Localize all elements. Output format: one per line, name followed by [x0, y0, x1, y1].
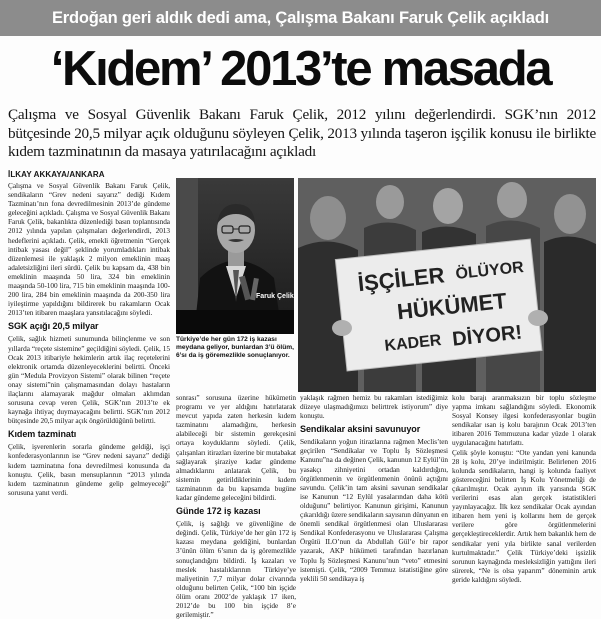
col2-heading-kaza: Günde 172 iş kazası [176, 506, 261, 517]
col2-body-2: Çelik, iş sağlığı ve güvenliğine de değindi. Çelik, Türkiye’de her gün 172 iş kazası meydana geldiğini, bunlardan 3’ünün ölüm 6’sının da iş göremezlikle sonuçlandığını bildirdi. İş kazaları ve meslek hastalıklarının Türkiye’ye maliyetinin 7,7 milyar dolar civarında olduğunu belirten Çelik, “100 bin işçide ölüm oranı 2002’de yaklaşık 17 iken, 2012’de bu 100 bin işçide 8’e gerilemiştir.” [176, 519, 296, 619]
byline: İLKAY AKKAYA/ANKARA [8, 170, 105, 179]
col1-body-2: Çelik, işverenlerin sorarla gündeme geldiği, işçi konfederasyonlarının ise “Grev nedeni sayarız” dediği kıdem tazminatına fona devredilmesi konusunda da konuştu. Çelik, basın mensuplarının “2013 yılında kıdem tazminatının gündeme gelip gelmeyeceği” sorusuna yanıt verdi. [8, 442, 170, 497]
sign-text-isciler: İŞÇİLER [356, 262, 446, 297]
col1-heading-sgk: SGK açığı 20,5 milyar [8, 321, 99, 332]
minister-photo-graphic [176, 178, 294, 334]
banner-text: Erdoğan geri aldık dedi ama, Çalışma Bakanı Faruk Çelik açıkladı [51, 8, 550, 27]
minister-photo [176, 178, 294, 334]
col1-intro: Çalışma ve Sosyal Güvenlik Bakanı Faruk Çelik, sendikaların “Grev nedeni sayarız” dediği Kıdem Tazminatı’nın fona devredilmesinin 2013’de gündeme geleceğini açıkladı. Çalışma ve Sosyal Güvenlik Bakanı Faruk Çelik, bakanlıkta düzenlediği basın toplantısında 2012 yılında yapılan çalışmaları değerlendirdi, 2013 hedeflerini açıkladı. Çelik, emekli öğretmenin “Gerçek intibak yasası değil” şeklinde yorumladıkları intibak düzenlemesi ile yaklaşık 2 milyon emeklinin maaş adaletsizliğini ileri sürdü. Çelik bu kapsam da, 438 bin emeklinin maaşında 50 lira, 324 bin emeklinin maaşında 50-100 lira, 715 bin emeklinin maaşında 100-200 lira, 284 bin emeklinin maaşında da 200-350 lira iyileştirme yapıldığını bildirerek bu rakamların Ocak 2013’ten itibaren maaşlara yansıtılacağını söyledi. [8, 181, 170, 318]
col3-heading-sendika: Sendikalar aksini savunuyor [300, 424, 421, 435]
sign-text-diyor: DİYOR! [451, 321, 524, 351]
protest-photo [298, 178, 596, 392]
protest-photo-graphic [298, 178, 596, 392]
headline: ‘Kıdem’ 2013’te masada [50, 42, 551, 96]
col3-body-1: yaklaşık rağmen hemiz bu rakamları istediğimiz düzeye ulaşmadığımızı belirttrek istiyorum” diye konuştu. [300, 393, 448, 421]
col4-body-1: kolu barajı aranmaksızın bir toplu sözleşme yapma imkanı sağlandığını söyledi. Ekonomik Sosyal Konsey ilgesi konfederasyonlar bugün sendikalar ısan iş kolu barajının Ocak 2013’ten itibaren 2016 Temmuzuna kadar yüzde 1 olarak uygulanacağını hatırlattı. [452, 393, 596, 448]
sign-text-oluyor: ÖLÜYOR [454, 258, 525, 284]
column-4 [452, 393, 596, 584]
col1-heading-kidem: Kıdem tazminatı [8, 429, 77, 440]
col2-body-1: sonrası” sorusuna üzerine hükümetin programı ve yer aldığını hatırlatarak mevcut yapıda zaten herkesin kıdem tazminatını alamadığını, herkesin alabileceği bir sistemin gerekçesini ortaya koyduklarını söyledi. Çelik, çalışanları itirazları üzerine bir mutabakat sağlayarak şiraziye kadar gündeme almadıklarını anlatarak Çelik, bu sistemin getirildiklerinin kıdem tazminatının da bu kapsamda bugüne kadar gündeme geleceğini bildirdi. [176, 393, 296, 503]
column-3 [300, 393, 448, 583]
photo-name-label: Faruk Çelik [256, 293, 294, 300]
col1-body-1: Çelik, sağlık hizmeti sunumunda bilinçlenme ve son yıllarda “reçete sistemine” geçildiğini söyledi. Çelik, 15 Ocak 2013 itibariyle hekimlerin artık ilaç reçetelerini elektronik ortamda düzenleyeceklerini belirtti. Önceki gün “Medula Provizyon Sistemi” olarak bilinen “reçete onay sistemi”nin çalışmamasından dolayı hastaların ilaçlarını alamayarak mağdur olmaları aklımdan sorusuna cevap veren Çelik, SGK’nın 2013’te ek kaynağa ihtiyaç duymayacağını belirtti. SGK’nın 2012 bütçesinde 20,5 milyar açık öngörüldüğünü belirtti. [8, 334, 170, 426]
col4-body-2: Çelik şöyle konuştu: “Ote yandan yeni kanunda 28 iş kolu, 20’ye indirilmiştir. Belirlenen 2016 kolunda sendikaların, hangi iş kolunda faaliyet göstereceğini belirten İş Kolu Yönetmeliği de çıkarılmıştır. Ocak ayının ilk yarısında SGK verilerini esas alan gerçek istatistikleri yayınlayacağız. İlk kez sendikalar Ocak ayından itibaren hem yeni iş kollarını hem de gerçek verilere göre örgütlenmelerini gerçekleştireceklerdir. Artık hem bakanlık hem de sendikalar yeni yıla birlikte sanal verilerden kurtulmaktadır.” Çelik Türkiye’deki işsizlik sorunun kaynağında mesleksizliğin yattığını ileri sürerek, “Ne is olsa yaparım” döneminin artık geride kaldığını söyledi. [452, 447, 596, 584]
sign-text-kader: KADER [383, 331, 443, 355]
article-deck: Çalışma ve Sosyal Güvenlik Bakanı Faruk Çelik, 2012 yılını değerlendirdi. SGK’nın 2012 bütçesinde 20,5 milyar açık olduğunu söyleyen Çelik, 2013 yılında taşeron işçilik konusu ile birlikte kıdem tazminatının da masaya yatırılacağını açıkladı [8, 106, 596, 161]
sign-text-hukumet: HÜKÜMET [395, 287, 508, 325]
col3-body-2: Sendikaların yoğun itirazlarına rağmen Meclis’ten geçirilen “Sendikalar ve Toplu İş Sözleşmesi Kanunu”na da değinen Çelik, kanunun 12 Eylül’ün yasakçı zihniyetini ortadan kaldırdığını, örgütlenmenin ve örgütlenmenin önünü açtığını savundu. Çelik’in tam aksini savunan sendikalar ise Kanunun “12 Eylül yasalarından daha kötü olduğunu” belirtiyor. Kanunun girişimi, Kanunun çıkarıldığı üzere sendikaların sayısının dünyanın en önemli sendikal örgütlenmesi olan Uluslararası Sendikal Konfederasyonu ve Uluslararası Çalışma Örgütü ILO’nun da Abdullah Gül’e bir rapor yazarak, AKP hükümeti tarafından hazırlanan Toplu İş Sözleşmesi Kanunu’nun “veto” etmesini istemişti. Çelik, “2009 Temmuz istatistiğine göre yeklili 50 sendikaya iş [300, 437, 448, 583]
column-1 [8, 181, 170, 553]
column-2 [176, 393, 296, 619]
photo-caption: Türkiye’de her gün 172 iş kazası meydana geliyor, bunlardan 3’ü ölüm, 6’sı da iş göremezlikle sonuçlanıyor. [176, 336, 294, 360]
top-banner [0, 0, 601, 36]
